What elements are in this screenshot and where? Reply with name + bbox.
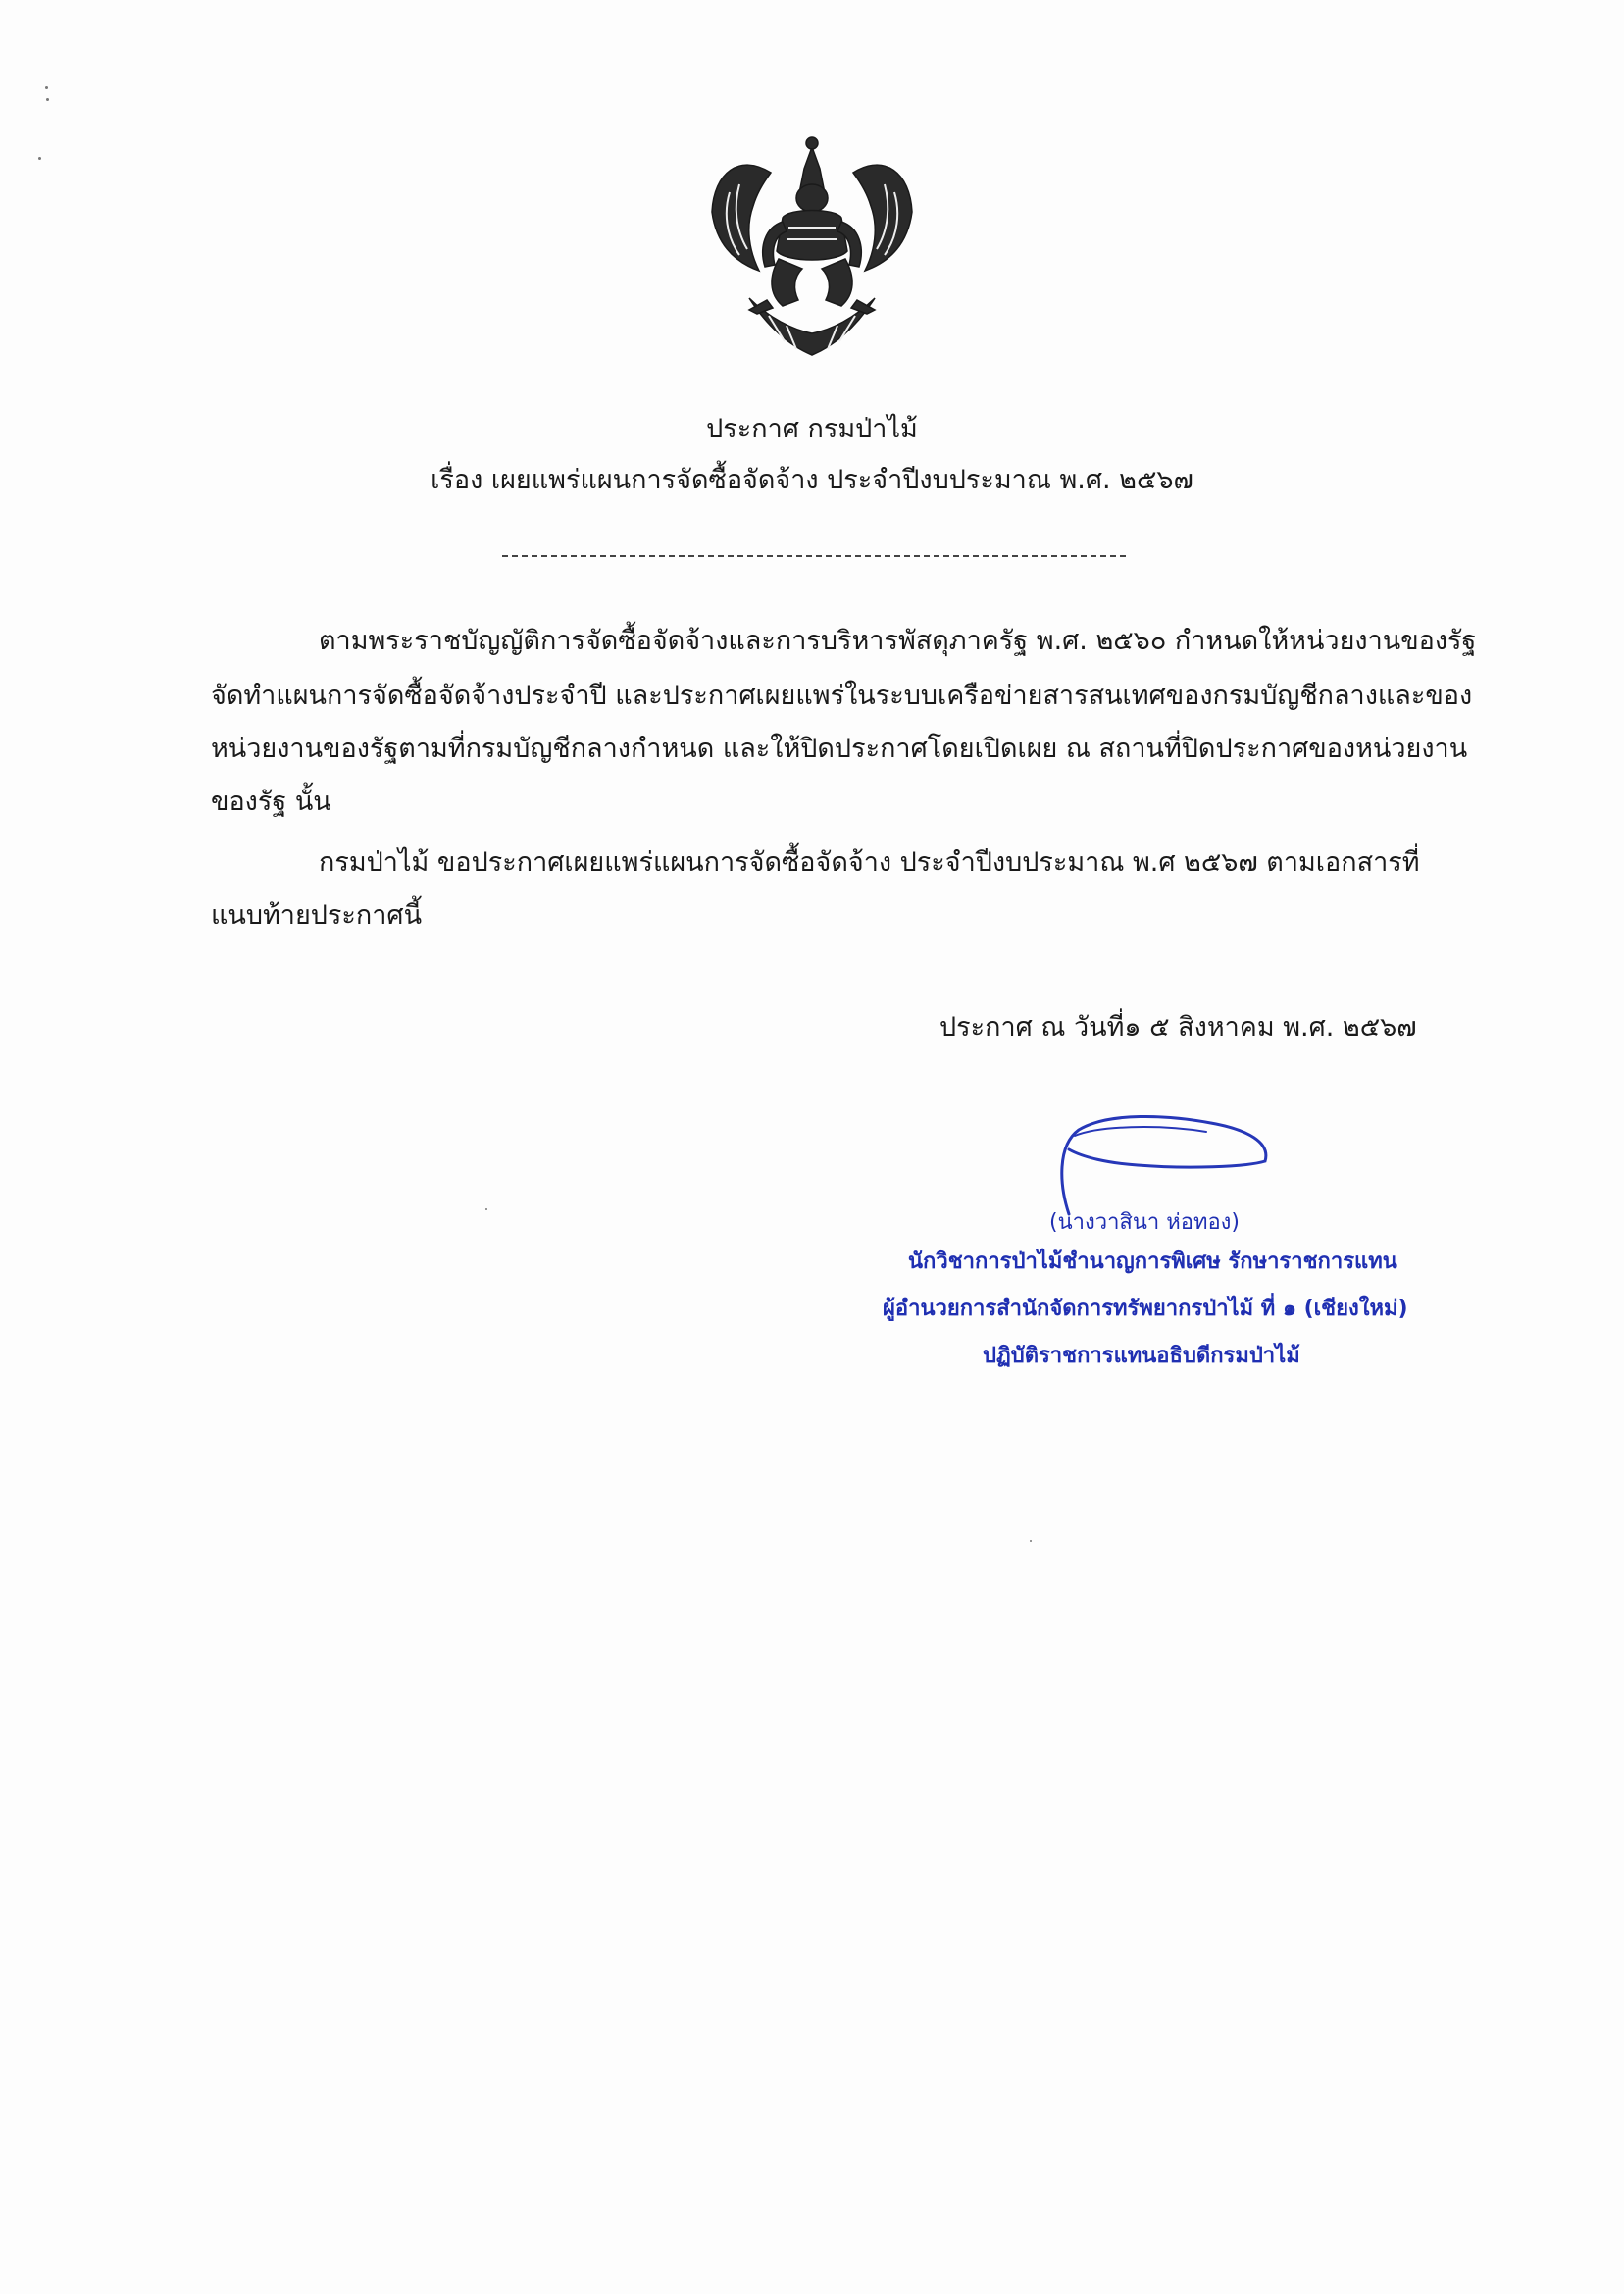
body-paragraph-line: หน่วยงานของรัฐตามที่กรมบัญชีกลางกำหนด และให้ปิดประกาศโดยเปิดเผย ณ สถานที่ปิดประกาศของหน่วยงาน [211, 734, 1468, 764]
scan-speck [485, 1208, 487, 1210]
body-paragraph-line: กรมป่าไม้ ขอประกาศเผยแพร่แผนการจัดซื้อจัดจ้าง ประจำปีงบประมาณ พ.ศ ๒๕๖๗ ตามเอกสารที่ [319, 847, 1420, 878]
signatory-position: ผู้อำนวยการสำนักจัดการทรัพยากรป่าไม้ ที่ ๑ (เชียงใหม่) [883, 1297, 1408, 1321]
scan-speck [1030, 1540, 1032, 1542]
scan-speck [38, 157, 41, 160]
announcement-subject: เรื่อง เผยแพร่แผนการจัดซื้อจัดจ้าง ประจำปีงบประมาณ พ.ศ. ๒๕๖๗ [431, 465, 1193, 495]
signatory-position: ปฏิบัติราชการแทนอธิบดีกรมป่าไม้ [983, 1344, 1300, 1368]
body-paragraph-line: ของรัฐ นั้น [211, 787, 331, 817]
body-paragraph-line: ตามพระราชบัญญัติการจัดซื้อจัดจ้างและการบริหารพัสดุภาครัฐ พ.ศ. ๒๕๖๐ กำหนดให้หน่วยงานของรัฐ [319, 626, 1477, 656]
announcement-title: ประกาศ กรมป่าไม้ [706, 414, 918, 444]
garuda-emblem-icon [710, 133, 914, 361]
announcement-date: ประกาศ ณ วันที่๑ ๕ สิงหาคม พ.ศ. ๒๕๖๗ [939, 1012, 1417, 1043]
signatory-name: (นางวาสินา ห่อทอง) [1049, 1210, 1240, 1235]
body-paragraph-line: จัดทำแผนการจัดซื้อจัดจ้างประจำปี และประกาศเผยแพร่ในระบบเครือข่ายสารสนเทศของกรมบัญชีกลางและของ [211, 681, 1473, 711]
scan-speck [46, 98, 49, 101]
scan-speck [45, 86, 48, 89]
handwritten-signature [1040, 1106, 1275, 1224]
signatory-position: นักวิชาการป่าไม้ชำนาญการพิเศษ รักษาราชการแทน [908, 1249, 1397, 1274]
body-paragraph-line: แนบท้ายประกาศนี้ [211, 900, 423, 931]
title-separator [502, 555, 1126, 557]
